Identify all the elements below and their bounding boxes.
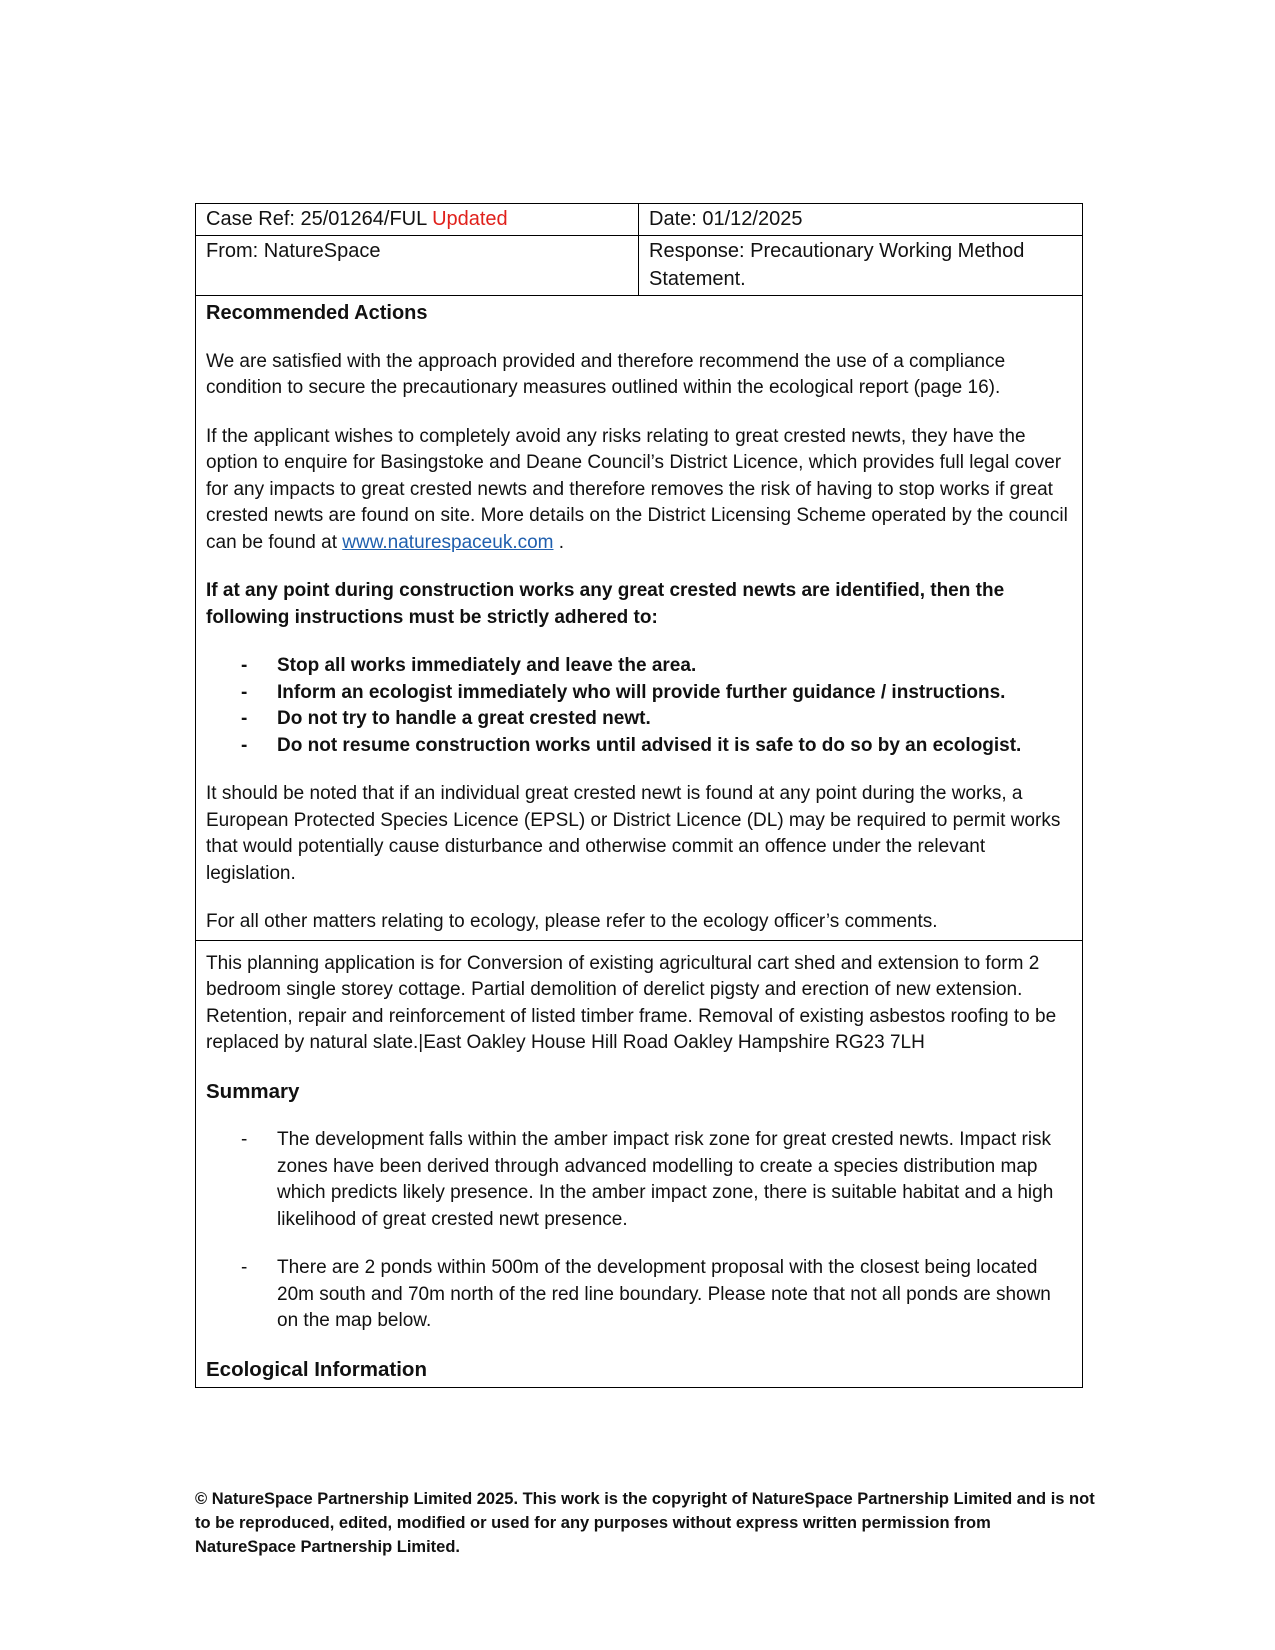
response-cell [639,236,1082,295]
recommended-para-1: We are satisfied with the approach provided and therefore recommend the use of a compliance condition to secure the precautionary measures outlined within the ecological report (page 16). [206,350,1006,398]
recommended-actions-section [196,296,1082,940]
recommended-para-3: It should be noted that if an individual great crested newt is found at any point during the works, a European Protected Species Licence (EPSL) or District Licence (DL) may be required to permit works that would potentially cause disturbance and otherwise commit an offence under the relevant legislation. [206,783,1061,884]
header-row-1 [196,204,1082,236]
summary-heading: Summary [206,1079,300,1103]
ecological-information-heading: Ecological Information [206,1357,427,1381]
application-section [196,940,1082,1388]
recommended-para-2-text: If the applicant wishes to completely avoid any risks relating to great crested newts, they have the option to enquire for Basingstoke and Deane Council’s District Licence, which provides full legal cover for any impacts to great crested newts and therefore removes the risk of having to stop works if great crested newts are found on site. More details on the District Licensing Scheme operated by the council can be found at [206,425,1068,553]
application-description: This planning application is for Conversion of existing agricultural cart shed and extension to form 2 bedroom single storey cottage. Partial demolition of derelict pigsty and erection of new extension. Retention, repair and reinforcement of listed timber frame. Removal of existing asbestos roofing to be replaced by natural slate.|East Oakley House Hill Road Oakley Hampshire RG23 7LH [206,952,1057,1053]
summary-list-2 [206,1255,1072,1335]
response-text: Response: Precautionary Working Method Statement. [649,240,1025,290]
summary-list [206,1127,1072,1233]
list-item: - Do not try to handle a great crested newt. [241,708,651,729]
list-item: - Inform an ecologist immediately who will provide further guidance / instructions. [241,681,1006,703]
copyright-text: © NatureSpace Partnership Limited 2025. This work is the copyright of NatureSpace Partnership Limited and is not to be reproduced, edited, modified or used for any purposes without express written permission from NatureSpace Partnership Limited. [195,1490,1095,1556]
case-ref-status: Updated [432,208,508,230]
naturespace-link[interactable]: www.naturespaceuk.com [342,531,554,553]
instructions-intro: If at any point during construction works any great crested newts are identified, then the following instructions must be strictly adhered to: [206,580,1005,628]
from-cell [196,236,639,295]
date-cell [639,204,1082,235]
list-item: - Do not resume construction works until advised it is safe to do so by an ecologist. [241,734,1022,756]
from-text: From: NatureSpace [206,240,381,262]
copyright-footer [195,1487,1095,1559]
case-ref-cell [196,204,639,235]
list-item: - There are 2 ponds within 500m of the development proposal with the closest being located 20m south and 70m north of the red line boundary. Please note that not all ponds are shown on the map below. [241,1257,1051,1331]
recommended-para-2-end: . [553,531,565,553]
recommended-actions-heading: Recommended Actions [206,302,428,324]
case-ref-label: Case Ref: 25/01264/FUL [206,208,427,230]
list-item: - Stop all works immediately and leave the area. [241,655,697,676]
recommended-para-4: For all other matters relating to ecology, please refer to the ecology officer’s comments. [206,911,938,932]
header-row-2 [196,236,1082,296]
instructions-list [206,653,1072,759]
list-item: - The development falls within the amber impact risk zone for great crested newts. Impact risk zones have been derived through advanced modelling to create a species distribution map which predicts likely presence. In the amber impact zone, there is suitable habitat and a high likelihood of great crested newt presence. [241,1129,1054,1230]
recommended-para-2 [206,424,1072,557]
date-text: Date: 01/12/2025 [649,208,803,230]
response-table [195,203,1083,1388]
